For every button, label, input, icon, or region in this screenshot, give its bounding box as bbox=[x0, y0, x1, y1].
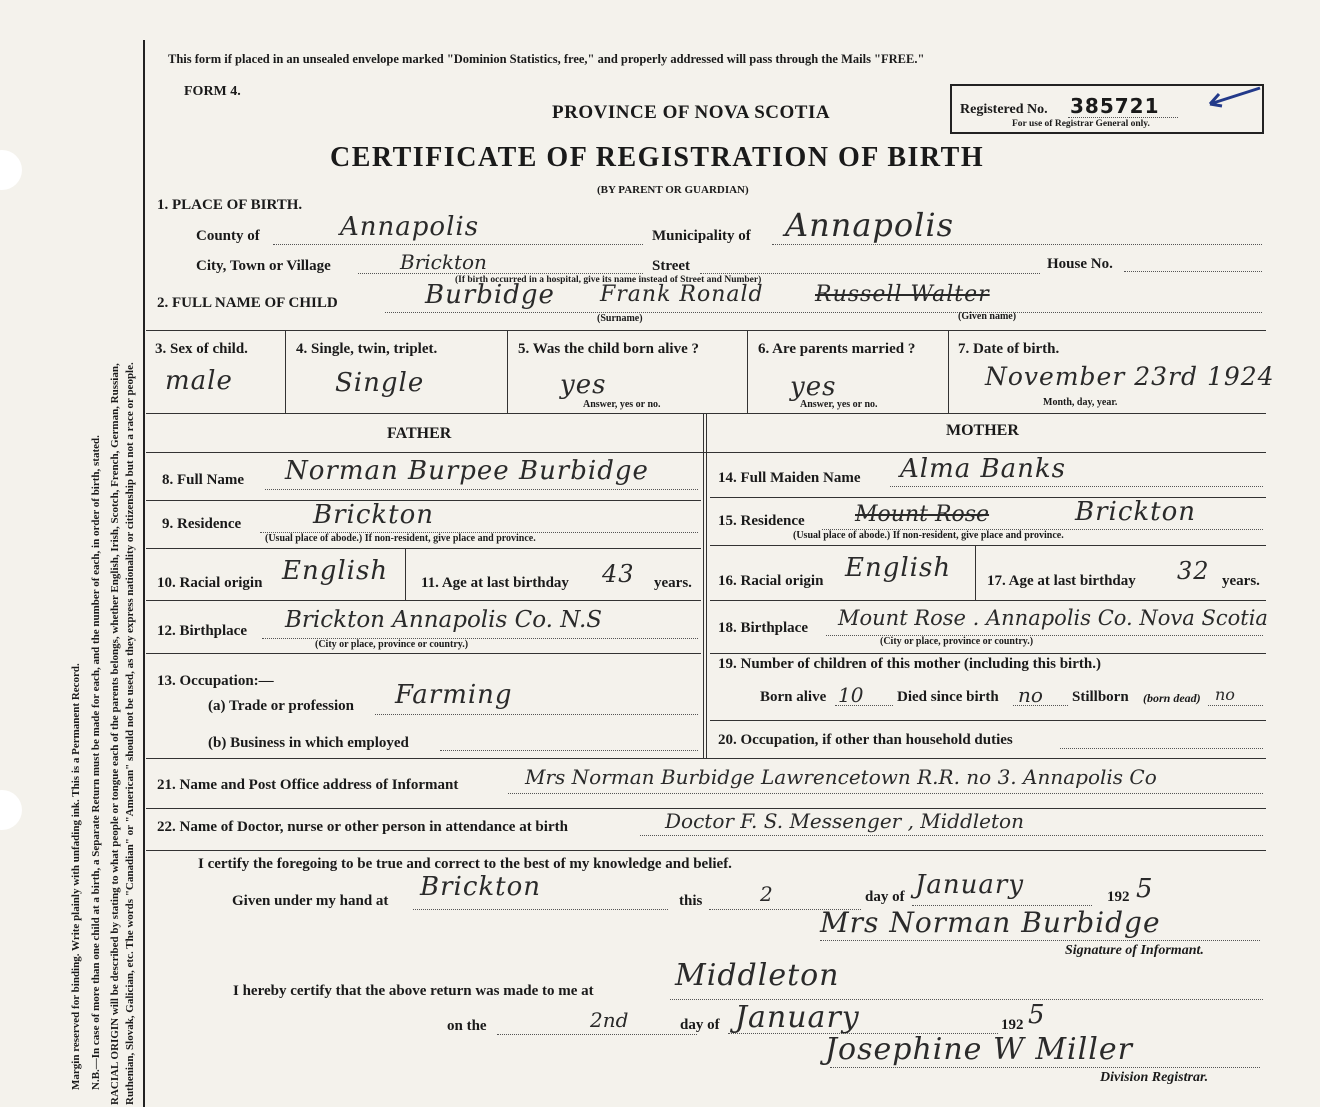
father-bp: Brickton Annapolis Co. N.S bbox=[285, 607, 603, 633]
stillborn-value: no bbox=[1215, 685, 1235, 704]
rule-parents-heading bbox=[146, 452, 1266, 453]
margin-rule bbox=[143, 40, 145, 1107]
children-label: 19. Number of children of this mother (including this birth.) bbox=[718, 656, 1101, 672]
binding-hole-bottom bbox=[0, 790, 22, 830]
single-label: 4. Single, twin, triplet. bbox=[296, 341, 438, 357]
margin-text-3: RACIAL ORIGIN will be described by stating to what people or tongue each of the parents belongs, whether English, Irish, Scotch, French, German, Russian, bbox=[109, 363, 121, 1105]
reg-day-of-label: day of bbox=[680, 1017, 720, 1033]
stillborn-line bbox=[1208, 705, 1263, 706]
child-name-line bbox=[385, 312, 1262, 313]
rule-mother-5 bbox=[710, 720, 1266, 721]
sex-label: 3. Sex of child. bbox=[155, 341, 248, 357]
street-line bbox=[700, 273, 1040, 274]
father-age: 43 bbox=[602, 560, 635, 588]
registered-value: 385721 bbox=[1070, 94, 1160, 118]
mother-name-line bbox=[890, 486, 1263, 487]
sex-value: male bbox=[165, 366, 233, 396]
father-years: years. bbox=[654, 575, 692, 591]
city-value: Brickton bbox=[400, 250, 487, 274]
father-res-note: (Usual place of abode.) If non-resident, give place and province. bbox=[265, 533, 536, 544]
father-race: English bbox=[282, 556, 389, 586]
father-bp-note: (City or place, province or country.) bbox=[315, 639, 469, 650]
rule-row3-top bbox=[146, 330, 1266, 331]
mother-res-struck: Mount Rose bbox=[855, 502, 990, 527]
registrar-sig-line bbox=[830, 1067, 1260, 1068]
year-prefix: 192 bbox=[1107, 889, 1130, 905]
married-note: Answer, yes or no. bbox=[800, 399, 878, 410]
mother-occ-label: 20. Occupation, if other than household duties bbox=[718, 732, 1013, 748]
binding-hole-top bbox=[0, 150, 22, 190]
registered-note: For use of Registrar General only. bbox=[1012, 119, 1150, 129]
mother-name: Alma Banks bbox=[900, 454, 1066, 484]
alive-note: Answer, yes or no. bbox=[583, 399, 661, 410]
informant-signature: Mrs Norman Burbidge bbox=[820, 906, 1161, 939]
mother-age: 32 bbox=[1177, 557, 1210, 585]
mother-res-label: 15. Residence bbox=[718, 513, 805, 529]
doctor-line bbox=[640, 835, 1263, 836]
certificate-title: CERTIFICATE OF REGISTRATION OF BIRTH bbox=[330, 142, 985, 173]
rule-parents-divider bbox=[703, 413, 707, 758]
on-the-label: on the bbox=[447, 1018, 487, 1034]
child-given: Frank Ronald bbox=[600, 282, 764, 307]
trade-value: Farming bbox=[395, 680, 513, 710]
county-label: County of bbox=[196, 228, 260, 244]
dob-value: November 23rd 1924 bbox=[985, 362, 1275, 391]
margin-text-1: Margin reserved for binding. Write plainly with unfading ink. This is a Permanent Record. bbox=[70, 663, 82, 1090]
city-label: City, Town or Village bbox=[196, 258, 331, 274]
mother-name-label: 14. Full Maiden Name bbox=[718, 470, 861, 486]
rule-col-7 bbox=[948, 330, 949, 413]
father-res: Brickton bbox=[313, 500, 435, 530]
mother-race-label: 16. Racial origin bbox=[718, 573, 824, 589]
born-alive-label: Born alive bbox=[760, 689, 827, 705]
father-bp-label: 12. Birthplace bbox=[157, 623, 247, 639]
municipality-label: Municipality of bbox=[652, 228, 751, 244]
surname-note: (Surname) bbox=[597, 313, 643, 324]
rule-father-2 bbox=[146, 548, 701, 549]
reg-year-prefix: 192 bbox=[1001, 1017, 1024, 1033]
year-suffix: 5 bbox=[1136, 874, 1153, 904]
reg-day: 2nd bbox=[590, 1008, 629, 1032]
alive-label: 5. Was the child born alive ? bbox=[518, 341, 699, 357]
doctor-label: 22. Name of Doctor, nurse or other person in attendance at birth bbox=[157, 819, 568, 835]
municipality-value: Annapolis bbox=[785, 206, 955, 244]
place-label: 1. PLACE OF BIRTH. bbox=[157, 197, 303, 213]
child-surname: Burbidge bbox=[425, 280, 555, 310]
rule-mother-4 bbox=[710, 653, 1266, 654]
father-res-label: 9. Residence bbox=[162, 516, 242, 532]
rule-father-race-age bbox=[405, 548, 406, 600]
county-value: Annapolis bbox=[340, 212, 480, 242]
margin-text-4: Ruthenian, Slovak, Galician, etc. The words "Canadian" or "American" should not be used, as they express nationality or citizenship but not a race or people. bbox=[124, 362, 136, 1105]
given-place: Brickton bbox=[420, 872, 542, 902]
rule-col-5 bbox=[507, 330, 508, 413]
mother-bp-note: (City or place, province or country.) bbox=[880, 636, 1034, 647]
this-label: this bbox=[679, 893, 703, 909]
municipality-line bbox=[772, 244, 1262, 245]
doctor-value: Doctor F. S. Messenger , Middleton bbox=[665, 809, 1024, 833]
stillborn-note: (born dead) bbox=[1143, 691, 1201, 705]
day-value: 2 bbox=[760, 882, 773, 906]
street-label: Street bbox=[652, 258, 691, 274]
certificate-subtitle: (BY PARENT OR GUARDIAN) bbox=[597, 184, 749, 196]
born-alive-value: 10 bbox=[838, 683, 864, 707]
father-name-label: 8. Full Name bbox=[162, 472, 245, 488]
mother-bp: Mount Rose . Annapolis Co. Nova Scotia bbox=[838, 606, 1268, 630]
father-heading: FATHER bbox=[387, 425, 452, 442]
mother-res-note: (Usual place of abode.) If non-resident, give place and province. bbox=[793, 530, 1064, 541]
mail-note: This form if placed in an unsealed envelope marked "Dominion Statistics, free," and properly addressed will pass through the Mails "FREE." bbox=[168, 52, 925, 66]
rule-mother-race-age bbox=[975, 545, 976, 600]
rule-mother-2 bbox=[710, 545, 1266, 546]
registrar-signature: Josephine W Miller bbox=[825, 1032, 1133, 1067]
house-line bbox=[1124, 271, 1262, 272]
county-line bbox=[273, 244, 643, 245]
hospital-note: (If birth occurred in a hospital, give its name instead of Street and Number) bbox=[455, 275, 762, 285]
father-age-label: 11. Age at last birthday bbox=[421, 575, 569, 591]
margin-text-2: N.B.—In case of more than one child at a birth, a Separate Return must be made for each, and the number of each, in order of birth, stated. bbox=[90, 435, 102, 1090]
informant-label: 21. Name and Post Office address of Informant bbox=[157, 777, 459, 793]
rule-father-3 bbox=[146, 600, 701, 601]
father-race-label: 10. Racial origin bbox=[157, 575, 263, 591]
mother-heading: MOTHER bbox=[946, 422, 1019, 439]
given-line bbox=[413, 909, 668, 910]
mother-race: English bbox=[845, 553, 952, 583]
business-line bbox=[440, 750, 698, 751]
rule-col-4 bbox=[285, 330, 286, 413]
registered-dotline bbox=[1068, 117, 1178, 118]
form-number: FORM 4. bbox=[184, 84, 241, 99]
trade-line bbox=[375, 714, 698, 715]
occupation-label: 13. Occupation:— bbox=[157, 673, 274, 689]
rule-doctor bbox=[146, 850, 1266, 851]
child-name-label: 2. FULL NAME OF CHILD bbox=[157, 295, 338, 311]
given-note: (Given name) bbox=[958, 311, 1017, 322]
father-name: Norman Burpee Burbidge bbox=[285, 456, 649, 486]
informant-value: Mrs Norman Burbidge Lawrencetown R.R. no 3. Annapolis Co bbox=[525, 765, 1157, 789]
rule-mother-3 bbox=[710, 600, 1266, 601]
married-value: yes bbox=[790, 372, 837, 402]
informant-line bbox=[508, 793, 1263, 794]
day-of-label: day of bbox=[865, 889, 905, 905]
child-struck-name: Russell Walter bbox=[815, 282, 990, 307]
father-name-line bbox=[265, 489, 698, 490]
married-label: 6. Are parents married ? bbox=[758, 341, 916, 357]
reg-year-suffix: 5 bbox=[1028, 1000, 1045, 1030]
month-value: January bbox=[915, 870, 1025, 900]
house-label: House No. bbox=[1047, 256, 1113, 272]
dob-label: 7. Date of birth. bbox=[958, 341, 1060, 357]
mother-res: Brickton bbox=[1075, 497, 1197, 527]
province-heading: PROVINCE OF NOVA SCOTIA bbox=[552, 102, 831, 123]
registrar-statement: I hereby certify that the above return was made to me at bbox=[233, 983, 594, 999]
arrow-mark-icon bbox=[1205, 82, 1265, 112]
mother-occ-line bbox=[1060, 748, 1263, 749]
rule-parents-bottom bbox=[146, 758, 1266, 759]
stillborn-label: Stillborn bbox=[1072, 689, 1129, 705]
mother-age-label: 17. Age at last birthday bbox=[987, 573, 1136, 589]
died-value: no bbox=[1018, 683, 1043, 707]
registered-label: Registered No. bbox=[960, 102, 1048, 117]
informant-signature-label: Signature of Informant. bbox=[1065, 943, 1204, 958]
signature-line bbox=[820, 940, 1260, 941]
trade-label: (a) Trade or profession bbox=[208, 698, 354, 714]
died-label: Died since birth bbox=[897, 689, 999, 705]
certify-statement: I certify the foregoing to be true and correct to the best of my knowledge and belief. bbox=[198, 856, 732, 872]
reg-day-line bbox=[497, 1034, 697, 1035]
registrar-place: Middleton bbox=[675, 958, 840, 993]
mother-years: years. bbox=[1222, 573, 1260, 589]
mother-bp-label: 18. Birthplace bbox=[718, 620, 808, 636]
dob-note: Month, day, year. bbox=[1043, 397, 1118, 408]
rule-father-4 bbox=[146, 653, 701, 654]
given-label: Given under my hand at bbox=[232, 893, 389, 909]
rule-col-6 bbox=[747, 330, 748, 413]
reg-month: January bbox=[735, 1000, 860, 1035]
alive-value: yes bbox=[560, 370, 607, 400]
division-registrar-label: Division Registrar. bbox=[1100, 1070, 1209, 1085]
single-value: Single bbox=[335, 368, 425, 398]
business-label: (b) Business in which employed bbox=[208, 735, 409, 751]
